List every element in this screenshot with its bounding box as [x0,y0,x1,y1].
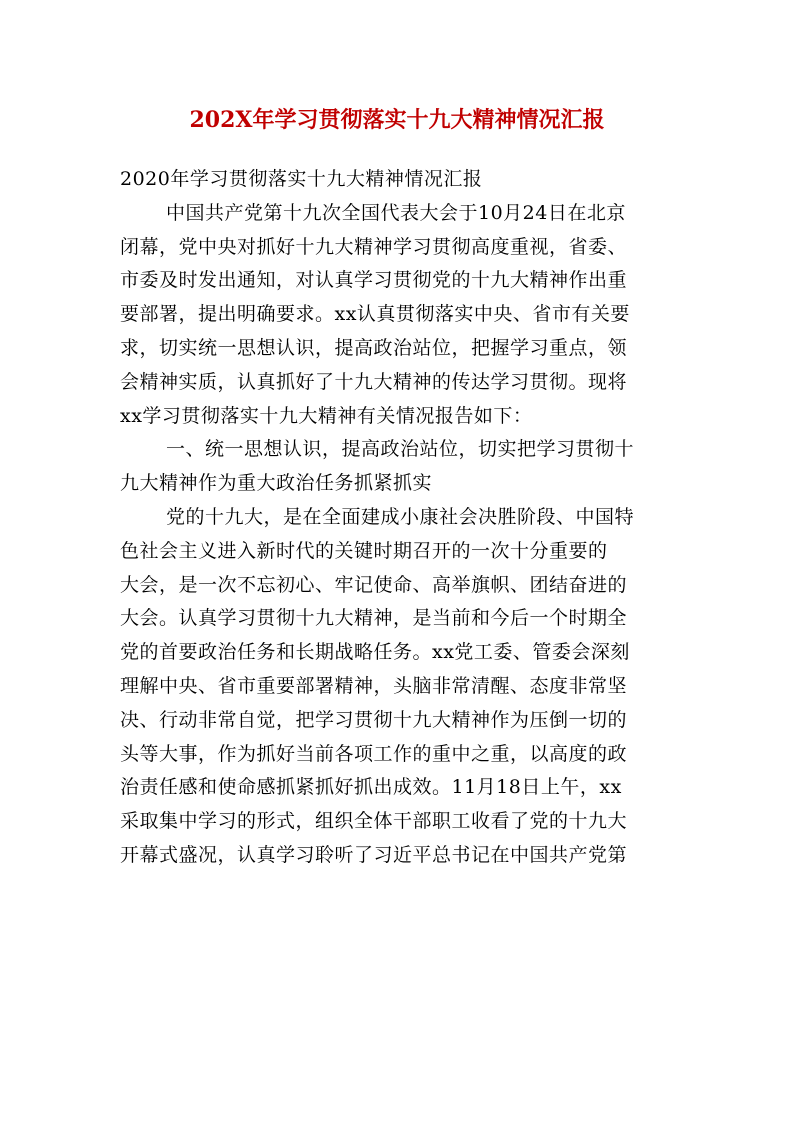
text-line: 求，切实统一思想认识，提高政治站位，把握学习重点，领 [120,336,628,359]
text-line: 市委及时发出通知，对认真学习贯彻党的十九大精神作出重 [120,269,628,292]
text-line: 大会，是一次不忘初心、牢记使命、高举旗帜、团结奋进的 [120,573,628,596]
text-line: 大会。认真学习贯彻十九大精神，是当前和今后一个时期全 [120,607,628,630]
text-line: 决、行动非常自觉，把学习贯彻十九大精神作为压倒一切的 [120,708,628,731]
text-line: 党的十九大，是在全面建成小康社会决胜阶段、中国特 [166,505,635,528]
text-line: xx学习贯彻落实十九大精神有关情况报告如下： [120,404,533,427]
text-line: 2020年学习贯彻落实十九大精神情况汇报 [120,168,483,190]
text-line: 理解中央、省市重要部署精神，头脑非常清醒、态度非常坚 [120,674,628,697]
document-body [120,163,680,873]
text-line: 开幕式盛况，认真学习聆听了习近平总书记在中国共产党第 [120,843,628,866]
section-heading-line: 九大精神作为重大政治任务抓紧抓实 [120,472,433,495]
text-line: 要部署，提出明确要求。xx认真贯彻落实中央、省市有关要 [120,303,630,326]
text-line: 会精神实质，认真抓好了十九大精神的传达学习贯彻。现将 [120,370,628,393]
text-line: 色社会主义进入新时代的关键时期召开的一次十分重要的 [120,539,608,562]
document-title: 202X年学习贯彻落实十九大精神情况汇报 [189,107,605,133]
text-line: 头等大事，作为抓好当前各项工作的重中之重，以高度的政 [120,742,628,765]
text-line: 党的首要政治任务和长期战略任务。xx党工委、管委会深刻 [120,641,630,664]
section-heading-line: 一、统一思想认识，提高政治站位，切实把学习贯彻十 [166,438,635,461]
text-line: 闭幕，党中央对抓好十九大精神学习贯彻高度重视，省委、 [120,235,628,258]
text-line: 治责任感和使命感抓紧抓好抓出成效。11月18日上午，xx [120,776,622,799]
text-line: 中国共产党第十九次全国代表大会于10月24日在北京 [166,201,626,224]
text-line: 采取集中学习的形式，组织全体干部职工收看了党的十九大 [120,810,628,833]
